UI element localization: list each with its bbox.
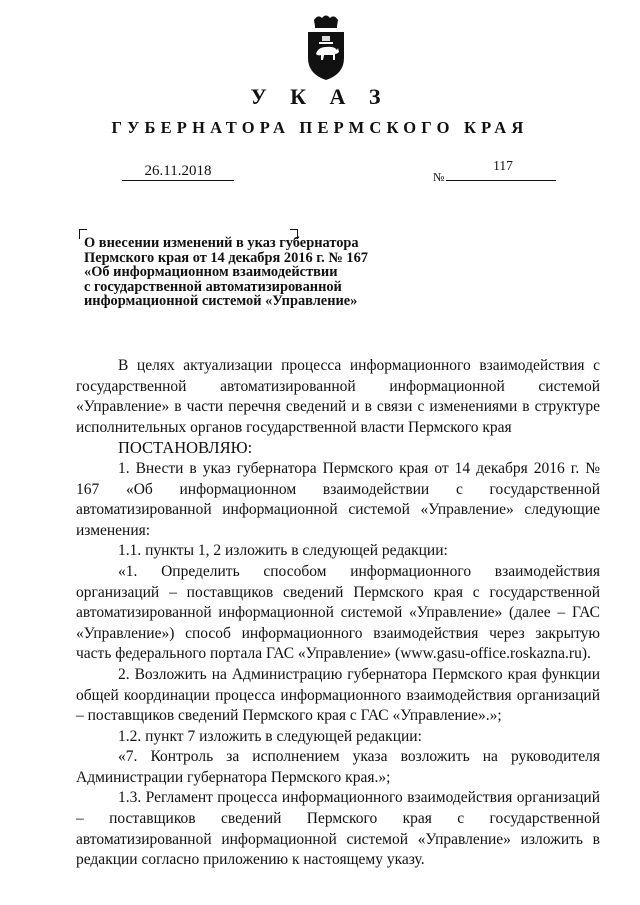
subject-line: «Об информационном взаимодействии	[84, 264, 338, 281]
document-title: У К А З	[250, 84, 390, 109]
paragraph-1-1: 1.1. пункты 1, 2 изложить в следующей редакции:	[118, 542, 448, 560]
decree-heading: ПОСТАНОВЛЯЮ:	[118, 438, 253, 458]
number-sign: №	[433, 170, 445, 184]
document-subject	[84, 236, 424, 309]
coat-of-arms-icon	[304, 14, 348, 80]
paragraph-1-2-clause-7: «7. Контроль за исполнением указа возложить на руководителя Администрации губернатора Пермского края.»;	[76, 748, 600, 786]
paragraph-1-3: 1.3. Регламент процесса информационного взаимодействия организаций – поставщиков сведений Пермского края с государственной автоматизированной информационной системой «Управление» изложить в редакции согласно приложению к настоящему указу.	[76, 789, 600, 869]
document-number-field	[446, 158, 556, 181]
subject-line: Пермского края от 14 декабря 2016 г. № 167	[84, 249, 369, 266]
document-issuer: ГУБЕРНАТОРА ПЕРМСКОГО КРАЯ	[111, 118, 529, 137]
paragraph-1-2: 1.2. пункт 7 изложить в следующей редакции:	[118, 727, 422, 745]
subject-line: О внесении изменений в указ губернатора	[84, 235, 359, 251]
subject-line: с государственной автоматизированной	[84, 278, 342, 295]
document-number: 117	[493, 158, 513, 173]
subject-line: информационной системой «Управление»	[84, 293, 358, 310]
paragraph-1: 1. Внести в указ губернатора Пермского края от 14 декабря 2016 г. № 167 «Об информационном взаимодействии с государственной автоматизированной информационной системой «Управление» следующие изменения:	[76, 459, 600, 539]
paragraph-1-1-clause-1: «1. Определить способом информационного взаимодействия организаций – поставщиков сведений Пермского края с государственной автоматизированной информационной системой «Управление» (далее – ГАС «Управление») способ информационного взаимодействия через закрытую часть федерального портала ГАС «Управление» (www.gasu-office.roskazna.ru).	[76, 562, 600, 663]
document-date: 26.11.2018	[122, 162, 234, 181]
document-body	[76, 356, 600, 871]
paragraph-1-1-clause-2: 2. Возложить на Администрацию губернатора Пермского края функции общей координации процесса информационного взаимодействия организаций – поставщиков сведений Пермского края с ГАС «Управление».»;	[76, 665, 600, 725]
preamble-paragraph: В целях актуализации процесса информационного взаимодействия с государственной автоматизированной информационной системой «Управление» в части перечня сведений и в связи с изменениями в структуре исполнительных органов государственной власти Пермского края	[76, 357, 600, 436]
